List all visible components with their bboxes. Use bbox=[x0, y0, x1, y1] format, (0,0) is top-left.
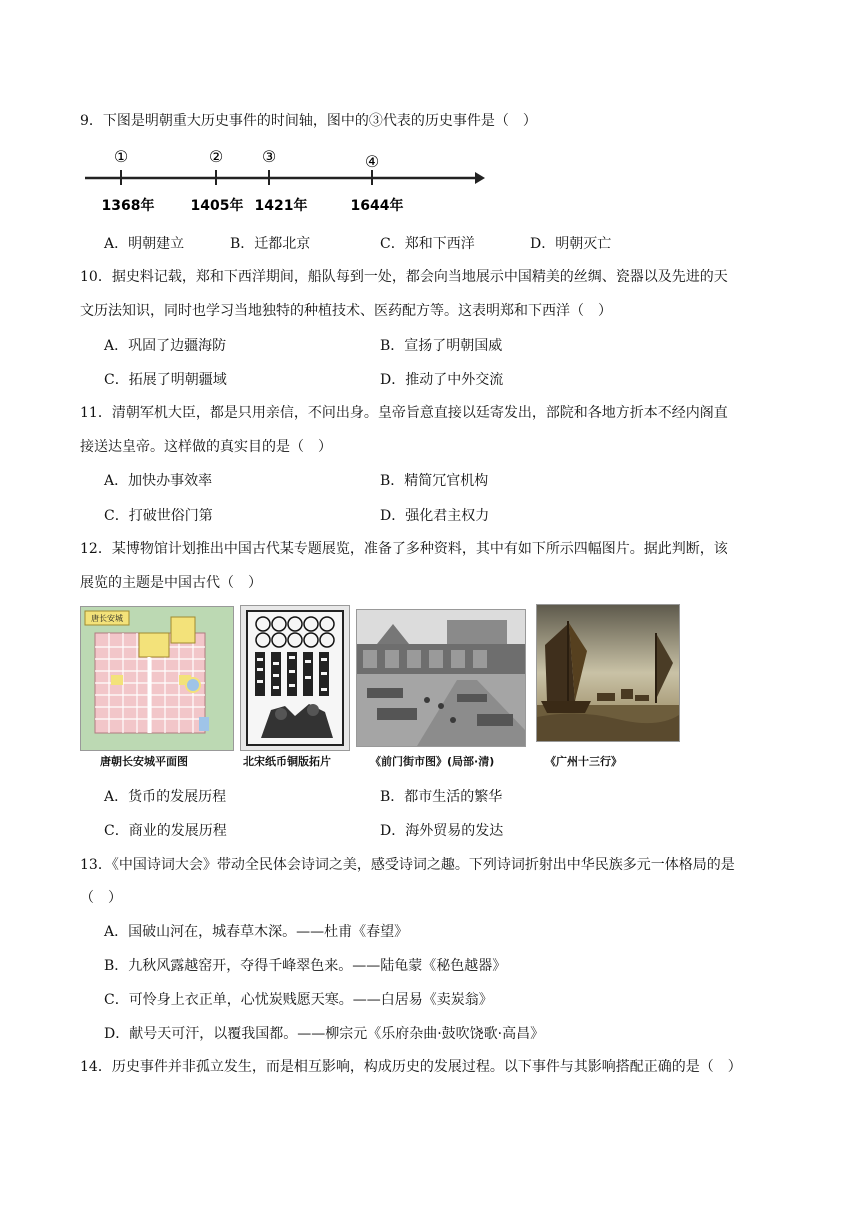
q12-stem-line2: 展览的主题是中国古代（ ） bbox=[80, 575, 262, 591]
q9-timeline bbox=[80, 143, 500, 223]
timeline-year-3: 1421年 bbox=[254, 198, 308, 214]
q14-stem: 14．历史事件并非孤立发生，而是相互影响，构成历史的发展过程。以下事件与其影响搭配正确的是（ ） bbox=[80, 1059, 742, 1075]
changan-map-caption: 唐朝长安城平面图 bbox=[100, 755, 188, 768]
q11-option-d[interactable]: D．强化君主权力 bbox=[380, 508, 490, 524]
qianmen-street-image bbox=[356, 609, 526, 747]
q9-option-d[interactable]: D．明朝灭亡 bbox=[530, 236, 612, 252]
changan-map-image bbox=[80, 606, 234, 751]
q12-option-c[interactable]: C．商业的发展历程 bbox=[104, 823, 227, 839]
timeline-year-1: 1368年 bbox=[101, 198, 155, 214]
q12-option-b[interactable]: B．都市生活的繁华 bbox=[380, 789, 503, 805]
q13-stem-line2: （ ） bbox=[80, 890, 122, 906]
q11-option-a[interactable]: A．加快办事效率 bbox=[104, 473, 213, 489]
q11-option-c[interactable]: C．打破世俗门第 bbox=[104, 508, 213, 524]
q13-option-c[interactable]: C．可怜身上衣正单，心忧炭贱愿天寒。——白居易《卖炭翁》 bbox=[104, 992, 493, 1008]
song-banknote-image bbox=[240, 605, 350, 751]
q13-option-d[interactable]: D．献号天可汗，以覆我国都。——柳宗元《乐府杂曲·鼓吹饶歌·高昌》 bbox=[104, 1026, 545, 1042]
q10-option-d[interactable]: D．推动了中外交流 bbox=[380, 372, 504, 388]
q10-option-b[interactable]: B．宣扬了明朝国威 bbox=[380, 338, 503, 354]
q10-stem-line2: 文历法知识，同时也学习当地独特的种植技术、医药配方等。这表明郑和下西洋（ ） bbox=[80, 303, 612, 319]
guangzhou-thirteen-hongs-image bbox=[536, 604, 680, 742]
timeline-marker-1: ① bbox=[113, 147, 129, 166]
q9-stem: 9．下图是明朝重大历史事件的时间轴，图中的③代表的历史事件是（ ） bbox=[80, 113, 537, 129]
q11-stem-line1: 11．清朝军机大臣，都是只用亲信，不问出身。皇帝旨意直接以廷寄发出，部院和各地方折本不经内阁直 bbox=[80, 405, 728, 421]
q13-stem-line1: 13．《中国诗词大会》带动全民体会诗词之美，感受诗词之趣。下列诗词折射出中华民族多元一体格局的是 bbox=[80, 857, 735, 873]
q9-option-b[interactable]: B．迁都北京 bbox=[230, 236, 311, 252]
timeline-year-2: 1405年 bbox=[190, 198, 244, 214]
timeline-marker-4: ④ bbox=[364, 152, 380, 171]
q11-option-b[interactable]: B．精简冗官机构 bbox=[380, 473, 489, 489]
map-title: 唐长安城 bbox=[91, 614, 123, 623]
timeline-arrowhead bbox=[475, 172, 485, 184]
q9-option-c[interactable]: C．郑和下西洋 bbox=[380, 236, 475, 252]
q10-option-c[interactable]: C．拓展了明朝疆域 bbox=[104, 372, 227, 388]
timeline-year-4: 1644年 bbox=[350, 198, 404, 214]
q12-stem-line1: 12．某博物馆计划推出中国古代某专题展览，准备了多种资料，其中有如下所示四幅图片。据此判断，该 bbox=[80, 541, 728, 557]
timeline-marker-3: ③ bbox=[261, 147, 277, 166]
qianmen-street-caption: 《前门街市图》(局部·清) bbox=[370, 755, 495, 768]
q13-option-b[interactable]: B．九秋风露越窑开，夺得千峰翠色来。——陆龟蒙《秘色越器》 bbox=[104, 958, 507, 974]
q11-stem-line2: 接送达皇帝。这样做的真实目的是（ ） bbox=[80, 439, 332, 455]
song-banknote-caption: 北宋纸币铜版拓片 bbox=[243, 755, 331, 768]
timeline-marker-2: ② bbox=[208, 147, 224, 166]
guangzhou-caption: 《广州十三行》 bbox=[545, 755, 622, 768]
q9-option-a[interactable]: A．明朝建立 bbox=[104, 236, 185, 252]
q12-option-d[interactable]: D．海外贸易的发达 bbox=[380, 823, 504, 839]
q12-option-a[interactable]: A．货币的发展历程 bbox=[104, 789, 227, 805]
q13-option-a[interactable]: A．国破山河在，城春草木深。——杜甫《春望》 bbox=[104, 924, 409, 940]
q10-option-a[interactable]: A．巩固了边疆海防 bbox=[104, 338, 227, 354]
q10-stem-line1: 10．据史料记载，郑和下西洋期间，船队每到一处，都会向当地展示中国精美的丝绸、瓷器以及先进的天 bbox=[80, 269, 728, 285]
